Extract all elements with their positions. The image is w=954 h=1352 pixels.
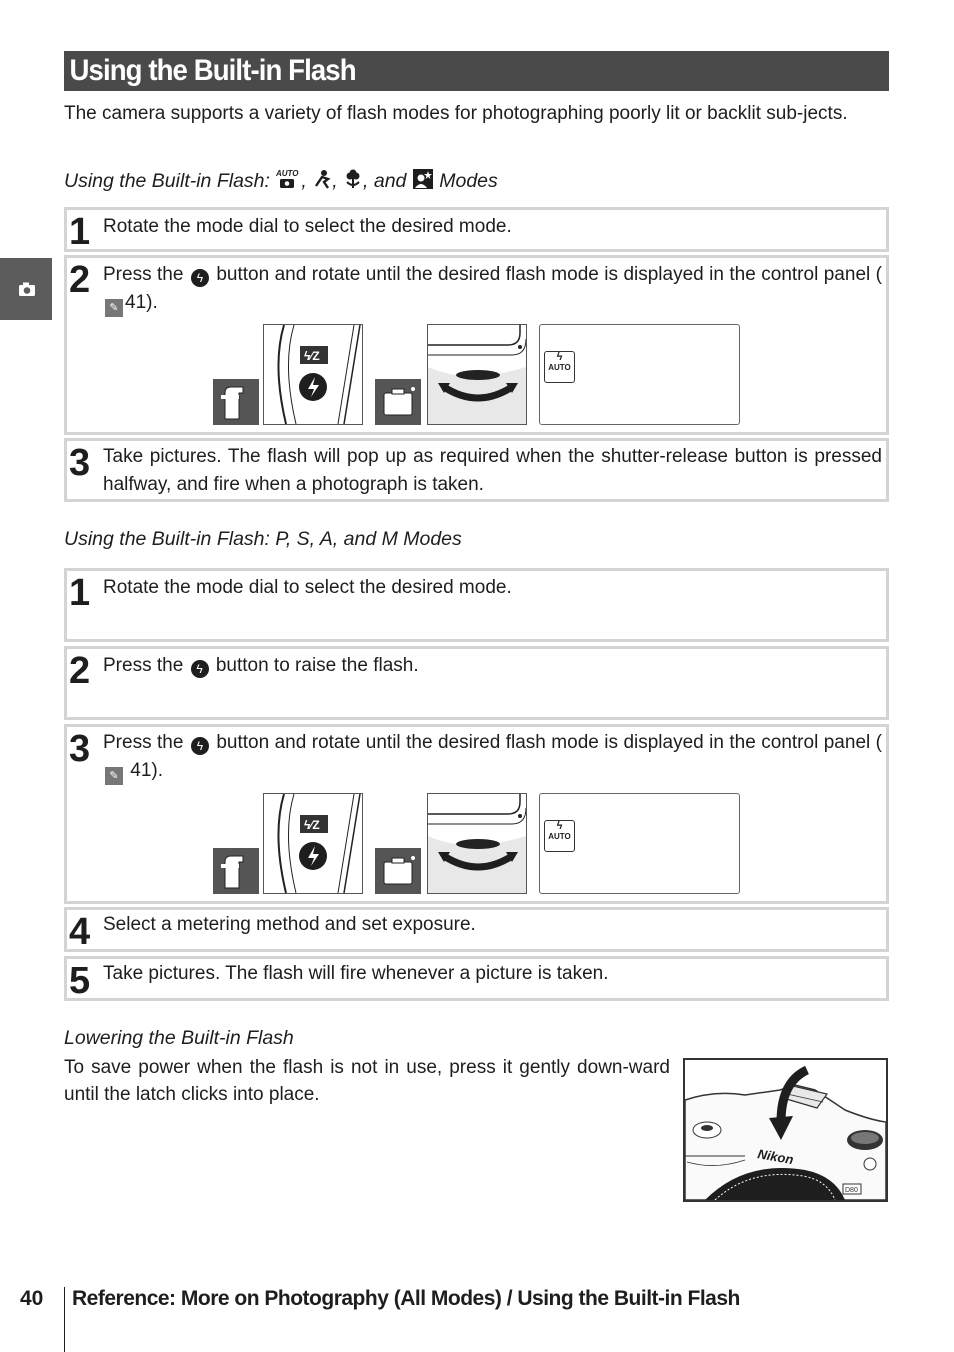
control-panel-lcd (539, 793, 740, 894)
section2-heading: Using the Built-in Flash: P, S, A, and M Modes (64, 528, 462, 550)
section-tab (0, 258, 52, 320)
s2-step-3 (64, 724, 889, 904)
step-number: 4 (69, 911, 91, 953)
flash-button-illustration (213, 793, 743, 897)
step-number: 3 (69, 442, 91, 484)
flash-auto-indicator: ϟ AUTO (544, 351, 575, 383)
footer-divider (64, 1287, 65, 1352)
s1-step-3 (64, 438, 889, 502)
svg-text:ϟ⁄Z: ϟ⁄Z (304, 349, 320, 363)
step-text: Select a metering method and set exposure. (103, 914, 476, 935)
section1-heading: Using the Built-in Flash: AUTO , , , and Modes (64, 169, 498, 192)
s2-step-2 (64, 646, 889, 720)
camera-rear-icon (375, 379, 421, 425)
step-number: 5 (69, 960, 91, 1002)
camera-brand: Nikon (756, 1146, 795, 1168)
reference-icon: ✎ (105, 767, 123, 785)
flash-icon: ϟ (191, 737, 209, 755)
step-text: Take pictures. The flash will pop up as required when the shutter-release button is pressed halfway, and fire when a photograph is taken. (103, 446, 882, 495)
flash-button-hand-icon (213, 848, 259, 894)
footer-title: Reference: More on Photography (All Modes) / Using the Built-in Flash (72, 1287, 740, 1310)
flash-icon: ϟ (191, 269, 209, 287)
step-number: 3 (69, 728, 91, 770)
svg-text:AUTO: AUTO (276, 169, 299, 178)
step-number: 2 (69, 650, 91, 692)
camera-icon (0, 258, 52, 320)
step-number: 2 (69, 259, 91, 301)
closeup-mode-icon (343, 168, 363, 190)
step-text: Press the ϟ button and rotate until the desired flash mode is displayed in the control panel (✎ 41). (103, 729, 882, 785)
reference-icon: ✎ (105, 299, 123, 317)
flash-button-hand-icon (213, 379, 259, 425)
step-text: Take pictures. The flash will fire whenever a picture is taken. (103, 963, 609, 984)
lowering-heading: Lowering the Built-in Flash (64, 1027, 294, 1049)
s2-step-4 (64, 907, 889, 952)
title-bar (64, 51, 889, 91)
flash-button-closeup (263, 324, 363, 425)
step-text: Rotate the mode dial to select the desired mode. (103, 216, 512, 237)
step-text: Press the ϟ button and rotate until the desired flash mode is displayed in the control panel (✎ 41). (103, 261, 882, 317)
page-title: Using the Built-in Flash (69, 54, 356, 87)
lowering-text: To save power when the flash is not in use, press it gently down-ward until the latch clicks into place. (64, 1057, 670, 1105)
step-text: Press the ϟ button to raise the flash. (103, 655, 419, 676)
s1-step-1 (64, 207, 889, 252)
step-text: Rotate the mode dial to select the desired mode. (103, 577, 512, 598)
page-number: 40 (20, 1287, 44, 1310)
flash-icon: ϟ (191, 660, 209, 678)
night-portrait-mode-icon (412, 168, 434, 190)
camera-rear-icon (375, 848, 421, 894)
s2-step-5 (64, 956, 889, 1001)
flash-small-icon: ϟ (556, 820, 563, 832)
flash-small-icon: ϟ (556, 351, 563, 363)
flash-button-closeup (263, 793, 363, 894)
step-number: 1 (69, 211, 91, 253)
control-panel-lcd (539, 324, 740, 425)
camera-model: D80 (845, 1187, 858, 1194)
command-dial-closeup (427, 324, 527, 425)
s1-step-2 (64, 255, 889, 435)
intro-text: The camera supports a variety of flash modes for photographing poorly lit or backlit sub-jects. (64, 103, 848, 124)
step-number: 1 (69, 572, 91, 614)
command-dial-closeup (427, 793, 527, 894)
camera-lower-flash-illustration (683, 1058, 888, 1202)
child-mode-icon (312, 168, 332, 190)
s2-step-1 (64, 568, 889, 642)
svg-text:ϟ⁄Z: ϟ⁄Z (304, 818, 320, 832)
flash-button-illustration (213, 324, 743, 428)
flash-auto-indicator: ϟ AUTO (544, 820, 575, 852)
auto-mode-icon (275, 168, 301, 190)
